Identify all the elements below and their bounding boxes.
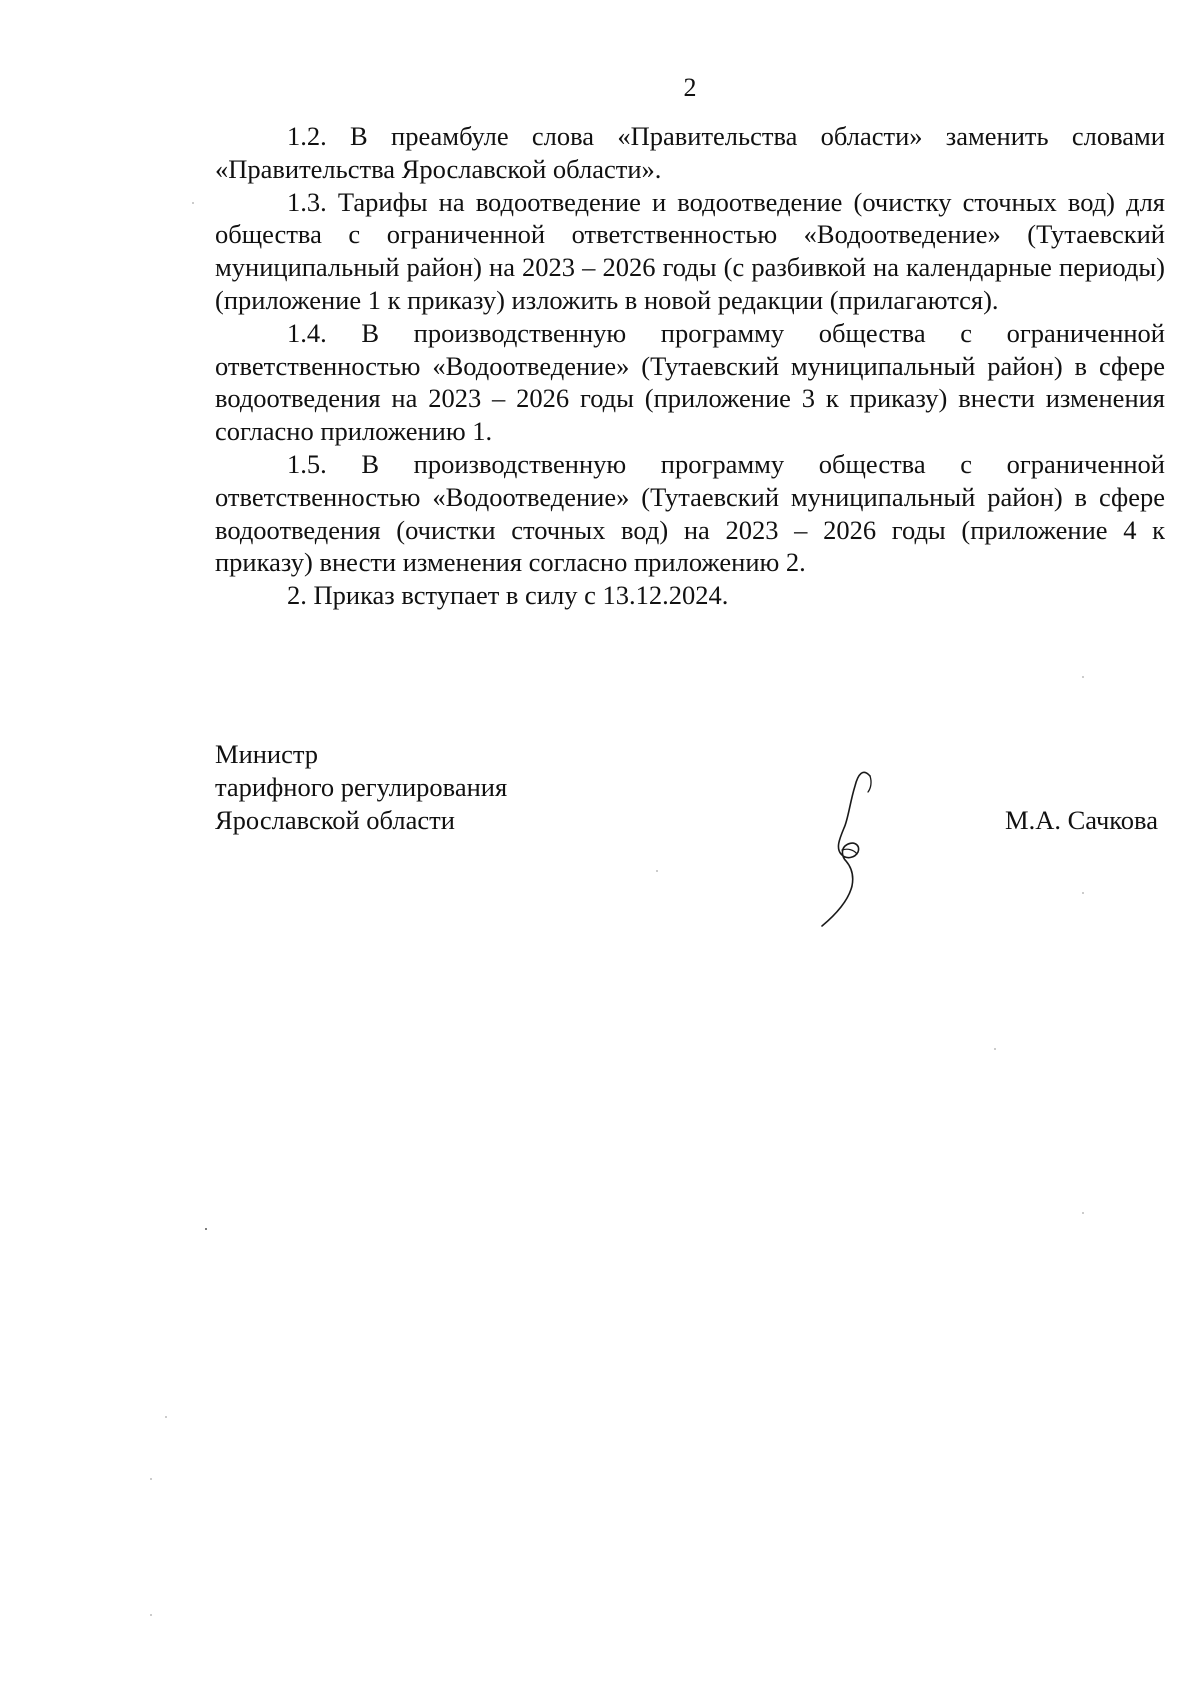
- signature-block: [215, 738, 1165, 836]
- scan-speck: [994, 1048, 996, 1050]
- scan-speck: [656, 870, 658, 872]
- document-body: [215, 120, 1165, 612]
- signatory-name: М.А. Сачкова: [1005, 804, 1158, 835]
- scan-speck: [1082, 676, 1084, 678]
- scan-speck: [1082, 1212, 1084, 1214]
- paragraph-1-3: 1.3. Тарифы на водоотведение и водоотведение (очистку сточных вод) для общества с ограниченной ответственностью «Водоотведение» (Тутаевский муниципальный район) на 2023 – 2026 годы (с разбивкой на календарные периоды) (приложение 1 к приказу) изложить в новой редакции (прилагаются).: [215, 186, 1165, 315]
- paragraph-2: 2. Приказ вступает в силу с 13.12.2024.: [287, 580, 729, 611]
- handwritten-signature-icon: [808, 762, 898, 927]
- scan-speck: [150, 1614, 152, 1616]
- paragraph-1-4: 1.4. В производственную программу общества с ограниченной ответственностью «Водоотведение» (Тутаевский муниципальный район) в сфере водоотведения на 2023 – 2026 годы (приложение 3 к приказу) внести изменения согласно приложению 1.: [215, 317, 1165, 447]
- scan-speck: [205, 1228, 207, 1230]
- scan-speck: [192, 202, 194, 204]
- scan-speck: [150, 1478, 152, 1480]
- signatory-position-line: тарифного регулирования: [215, 771, 508, 802]
- paragraph-1-2: 1.2. В преамбуле слова «Правительства области» заменить словами «Правительства Ярославской области».: [215, 121, 1165, 184]
- scan-speck: [1082, 892, 1084, 894]
- signatory-position-line: Министр: [215, 739, 319, 769]
- signatory-position-line: Ярославской области: [215, 804, 455, 835]
- paragraph-1-5: 1.5. В производственную программу общества с ограниченной ответственностью «Водоотведение» (Тутаевский муниципальный район) в сфере водоотведения (очистки сточных вод) на 2023 – 2026 годы (приложение 4 к приказу) внести изменения согласно приложению 2.: [215, 448, 1165, 578]
- scan-speck: [165, 1416, 167, 1418]
- page-number: 2: [683, 73, 697, 102]
